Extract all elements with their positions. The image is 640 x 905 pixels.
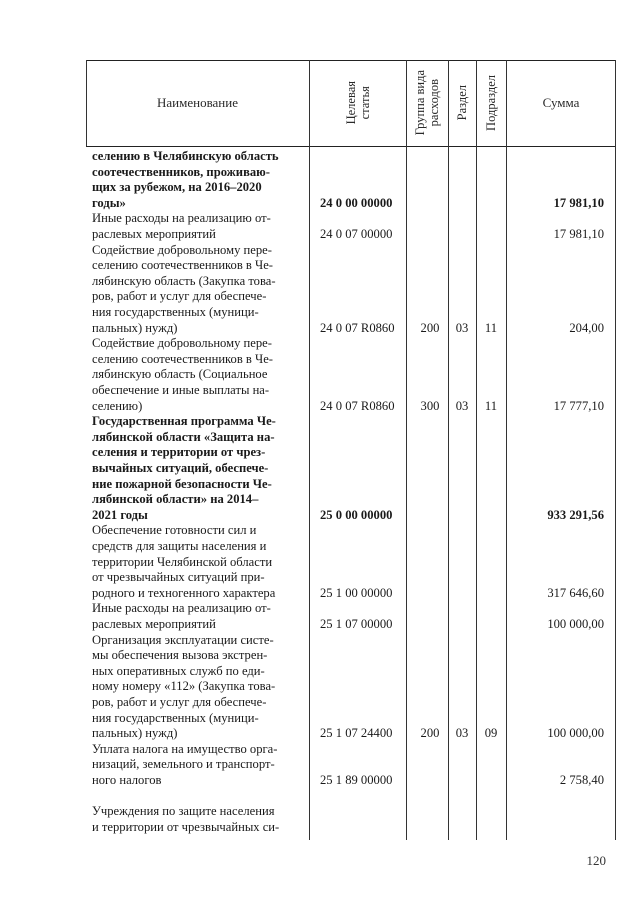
header-name: Наименование — [157, 95, 238, 110]
row-name: Уплата налога на имущество орга- низаций, земельного и транспорт- ного налогов — [92, 741, 278, 787]
column-rule-section — [476, 60, 477, 840]
header-bottom-rule — [86, 146, 616, 147]
header-subsection: Подраздел — [484, 75, 498, 131]
row-amount: 17 981,10 — [553, 195, 604, 210]
row-expense-group: 200 — [420, 320, 440, 335]
column-rule-subsection — [506, 60, 507, 840]
row-name: Обеспечение готовности сил и средств для защиты населения и территории Челябинской области от чрезвычайных ситуаций при- родного и техногенного характера — [92, 523, 276, 600]
row-section: 03 — [455, 726, 469, 741]
row-amount: 317 646,60 — [547, 585, 604, 600]
row-target-item: 25 1 89 00000 — [320, 772, 393, 787]
row-name: Учреждения по защите населения и территории от чрезвычайных си- — [92, 804, 280, 834]
row-target-item: 25 1 07 00000 — [320, 616, 393, 631]
row-amount: 17 777,10 — [553, 398, 604, 413]
header-amount: Сумма — [542, 95, 580, 110]
header-expense-group-cell — [406, 60, 448, 146]
page-number: 120 — [586, 853, 606, 868]
header-expense-group: Группа вида расходов — [413, 70, 441, 136]
row-section: 03 — [455, 320, 469, 335]
row-name: Иные расходы на реализацию от- раслевых мероприятий — [92, 601, 271, 631]
header-section-cell — [448, 60, 476, 146]
row-name: Иные расходы на реализацию от- раслевых мероприятий — [92, 211, 271, 241]
row-name: Организация эксплуатации систе- мы обеспечения вызова экстрен- ных оперативных служб по еди- ному номеру «112» (Закупка това- ров, работ и услуг для обеспече- ния государственных (муници- пальных) нужд) — [92, 632, 276, 741]
header-name-cell — [86, 60, 309, 146]
header-target-item-cell — [309, 60, 406, 146]
row-target-item: 24 0 07 R0860 — [320, 320, 395, 335]
row-amount: 933 291,56 — [547, 507, 604, 522]
column-rule-name — [309, 60, 310, 840]
row-amount: 17 981,10 — [553, 226, 604, 241]
header-section: Раздел — [455, 85, 469, 121]
column-rule-right — [615, 60, 616, 840]
column-rule-expense-group — [448, 60, 449, 840]
row-name: Содействие добровольному пере- селению соотечественников в Че- лябинскую область (Социальное обеспечение и иные выплаты на- селению) — [92, 336, 273, 413]
row-expense-group: 300 — [420, 398, 440, 413]
row-amount: 100 000,00 — [547, 726, 604, 741]
row-target-item: 24 0 07 R0860 — [320, 398, 395, 413]
row-target-item: 24 0 00 00000 — [320, 195, 393, 210]
row-subsection: 11 — [484, 320, 498, 335]
row-subsection: 09 — [484, 726, 498, 741]
row-target-item: 25 1 00 00000 — [320, 585, 393, 600]
row-amount: 204,00 — [569, 320, 604, 335]
row-name: Государственная программа Че- лябинской области «Защита на- селения и территории от чрез- вычайных ситуаций, обеспече- ние пожарной безопасности Че- лябинской области» на 2014– 2021 годы — [92, 414, 276, 522]
column-rule-target-item — [406, 60, 407, 840]
row-amount: 2 758,40 — [559, 772, 604, 787]
header-subsection-cell — [476, 60, 506, 146]
row-target-item: 25 0 00 00000 — [320, 507, 393, 522]
header-amount-cell — [506, 60, 616, 146]
row-amount: 100 000,00 — [547, 616, 604, 631]
column-rule-left — [86, 60, 87, 146]
row-name: Содействие добровольному пере- селению соотечественников в Че- лябинскую область (Закупка това- ров, работ и услуг для обеспече- ния государственных (муници- пальных) нужд) — [92, 242, 276, 335]
header-target-item: Целевая статья — [343, 81, 372, 125]
row-name: селению в Челябинскую область соотечественников, проживаю- щих за рубежом, на 2016–2020 годы» — [92, 149, 279, 210]
row-subsection: 11 — [484, 398, 498, 413]
row-target-item: 24 0 07 00000 — [320, 226, 393, 241]
row-target-item: 25 1 07 24400 — [320, 726, 393, 741]
row-section: 03 — [455, 398, 469, 413]
row-expense-group: 200 — [420, 726, 440, 741]
